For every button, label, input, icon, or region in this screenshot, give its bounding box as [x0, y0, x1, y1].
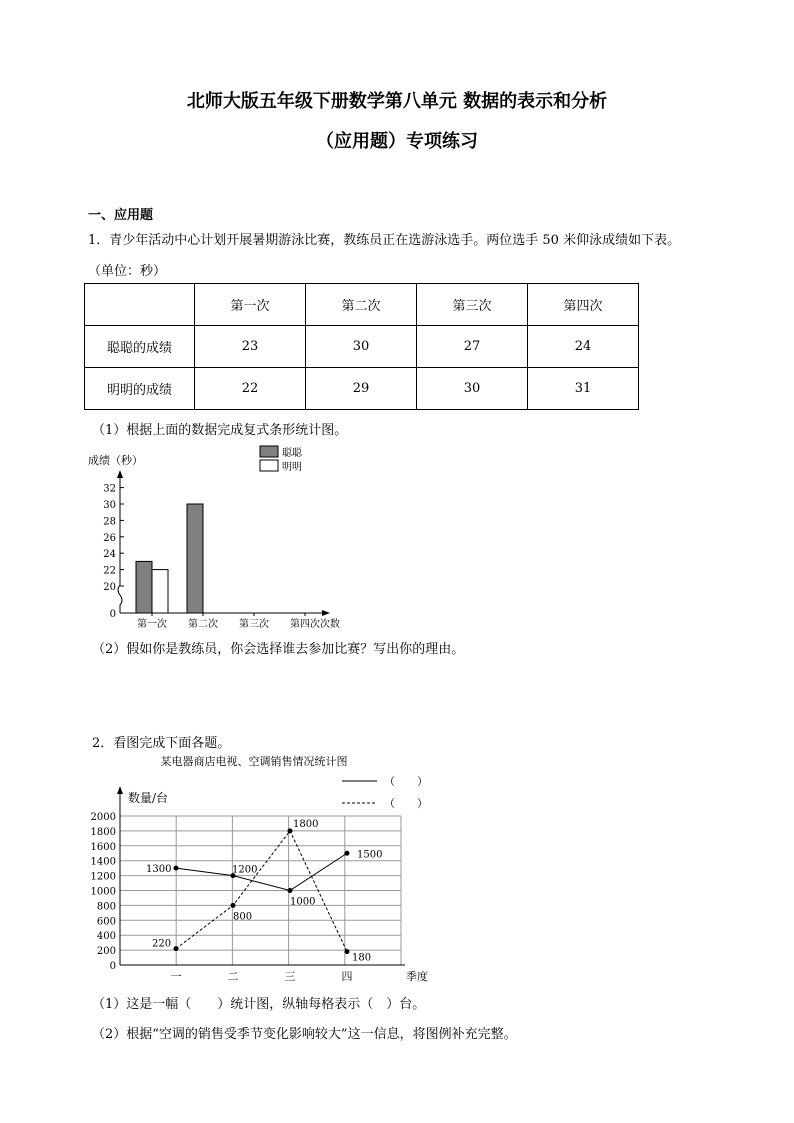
q1-unit: （单位：秒） [88, 264, 167, 279]
line-chart [84, 750, 454, 990]
q1-text: 1．青少年活动中心计划开展暑期游泳比赛，教练员正在选游泳选手。两位选手 50 米仰泳成绩如下表。 [88, 233, 681, 248]
y-tick-label: 1000 [90, 886, 116, 898]
y-tick-label: 2000 [90, 812, 116, 823]
x-tick-label: 三 [284, 970, 296, 983]
y-tick-label: 200 [96, 946, 116, 958]
y-tick-label: 22 [103, 565, 116, 577]
score-table [84, 283, 639, 410]
y-tick-label: 1800 [90, 826, 116, 838]
table-row [85, 326, 639, 368]
table-cell: 27 [417, 326, 528, 368]
chart-title: 某电器商店电视、空调销售情况统计图 [160, 755, 348, 768]
table-header-row [85, 284, 639, 326]
axis-break [118, 585, 122, 613]
legend-blank: （ ） [384, 775, 428, 788]
legend-swatch [260, 460, 278, 471]
q1-sub2: （2）假如你是教练员，你会选择谁去参加比赛？写出你的理由。 [92, 642, 465, 657]
y-tick-label: 0 [109, 961, 116, 972]
y-tick-label: 1200 [90, 871, 116, 883]
x-axis-arrow [322, 610, 330, 616]
y-tick-label: 0 [109, 609, 116, 620]
table-row [85, 368, 639, 410]
page-title: 北师大版五年级下册数学第八单元 数据的表示和分析 [186, 91, 608, 112]
table-cell: 22 [195, 368, 306, 410]
data-label: 1000 [290, 896, 316, 908]
bar [152, 570, 168, 613]
x-tick-label: 第三次 [239, 619, 269, 630]
legend-label: 聪聪 [282, 448, 302, 459]
table-header-cell: 第四次 [528, 284, 639, 326]
y-axis-arrow [117, 470, 123, 478]
x-tick-label: 一 [170, 970, 182, 983]
series-line [176, 831, 347, 952]
data-point [345, 949, 350, 954]
y-tick-label: 800 [96, 901, 116, 913]
q2-text: 2．看图完成下面各题。 [92, 736, 231, 751]
legend-swatch [260, 446, 278, 457]
table-cell: 31 [528, 368, 639, 410]
table-header-cell: 第三次 [417, 284, 528, 326]
data-label: 1300 [146, 864, 172, 876]
table-cell: 24 [528, 326, 639, 368]
table-cell: 23 [195, 326, 306, 368]
data-label: 1500 [357, 849, 383, 861]
series-line [176, 853, 347, 890]
q1-sub1: （1）根据上面的数据完成复式条形统计图。 [92, 423, 348, 438]
y-tick-label: 20 [103, 582, 116, 593]
x-tick-label: 第四次 [290, 619, 320, 630]
y-tick-label: 26 [103, 532, 116, 544]
y-tick-label: 28 [103, 516, 116, 528]
table-cell: 明明的成绩 [85, 368, 195, 410]
x-tick-label: 第一次 [137, 619, 167, 630]
y-axis-arrow [117, 786, 123, 794]
data-point [231, 903, 236, 908]
data-label: 1200 [232, 864, 258, 876]
y-axis-label: 数量/台 [128, 791, 169, 805]
table-cell: 30 [417, 368, 528, 410]
data-label: 220 [152, 938, 172, 950]
table-header-cell: 第一次 [195, 284, 306, 326]
table-header-cell [85, 284, 195, 326]
table-header-cell: 第二次 [306, 284, 417, 326]
x-tick-label: 第二次 [188, 619, 218, 630]
y-tick-label: 30 [103, 500, 116, 511]
bar [187, 504, 203, 613]
y-tick-label: 1600 [90, 841, 116, 853]
data-label: 1800 [293, 818, 319, 830]
q2-sub1: （1）这是一幅（ ）统计图，纵轴每格表示（ ）台。 [92, 997, 426, 1012]
data-point [174, 866, 179, 871]
q2-sub2: （2）根据“空调的销售受季节变化影响较大”这一信息，将图例补充完整。 [92, 1027, 517, 1042]
page-subtitle: （应用题）专项练习 [316, 131, 478, 152]
data-label: 800 [233, 911, 253, 923]
bar [136, 561, 152, 613]
legend-blank: （ ） [384, 797, 428, 810]
data-point [345, 851, 350, 856]
bar-chart [84, 438, 374, 633]
legend-label: 明明 [282, 462, 302, 473]
data-point [174, 946, 179, 951]
y-tick-label: 24 [103, 549, 116, 561]
table-cell: 聪聪的成绩 [85, 326, 195, 368]
section-heading: 一、应用题 [88, 208, 154, 223]
y-tick-label: 400 [96, 931, 116, 943]
y-tick-label: 32 [103, 483, 116, 495]
data-point [288, 828, 293, 833]
data-point [288, 888, 293, 893]
x-tick-label: 四 [341, 970, 353, 983]
table-cell: 30 [306, 326, 417, 368]
data-label: 180 [352, 952, 372, 964]
x-axis-label: 季度 [406, 970, 428, 983]
y-axis-label: 成绩（秒） [88, 454, 143, 467]
x-axis-label: 次数 [320, 619, 340, 630]
x-tick-label: 二 [227, 970, 239, 983]
y-tick-label: 1400 [90, 856, 116, 868]
y-tick-label: 600 [96, 916, 116, 928]
table-cell: 29 [306, 368, 417, 410]
